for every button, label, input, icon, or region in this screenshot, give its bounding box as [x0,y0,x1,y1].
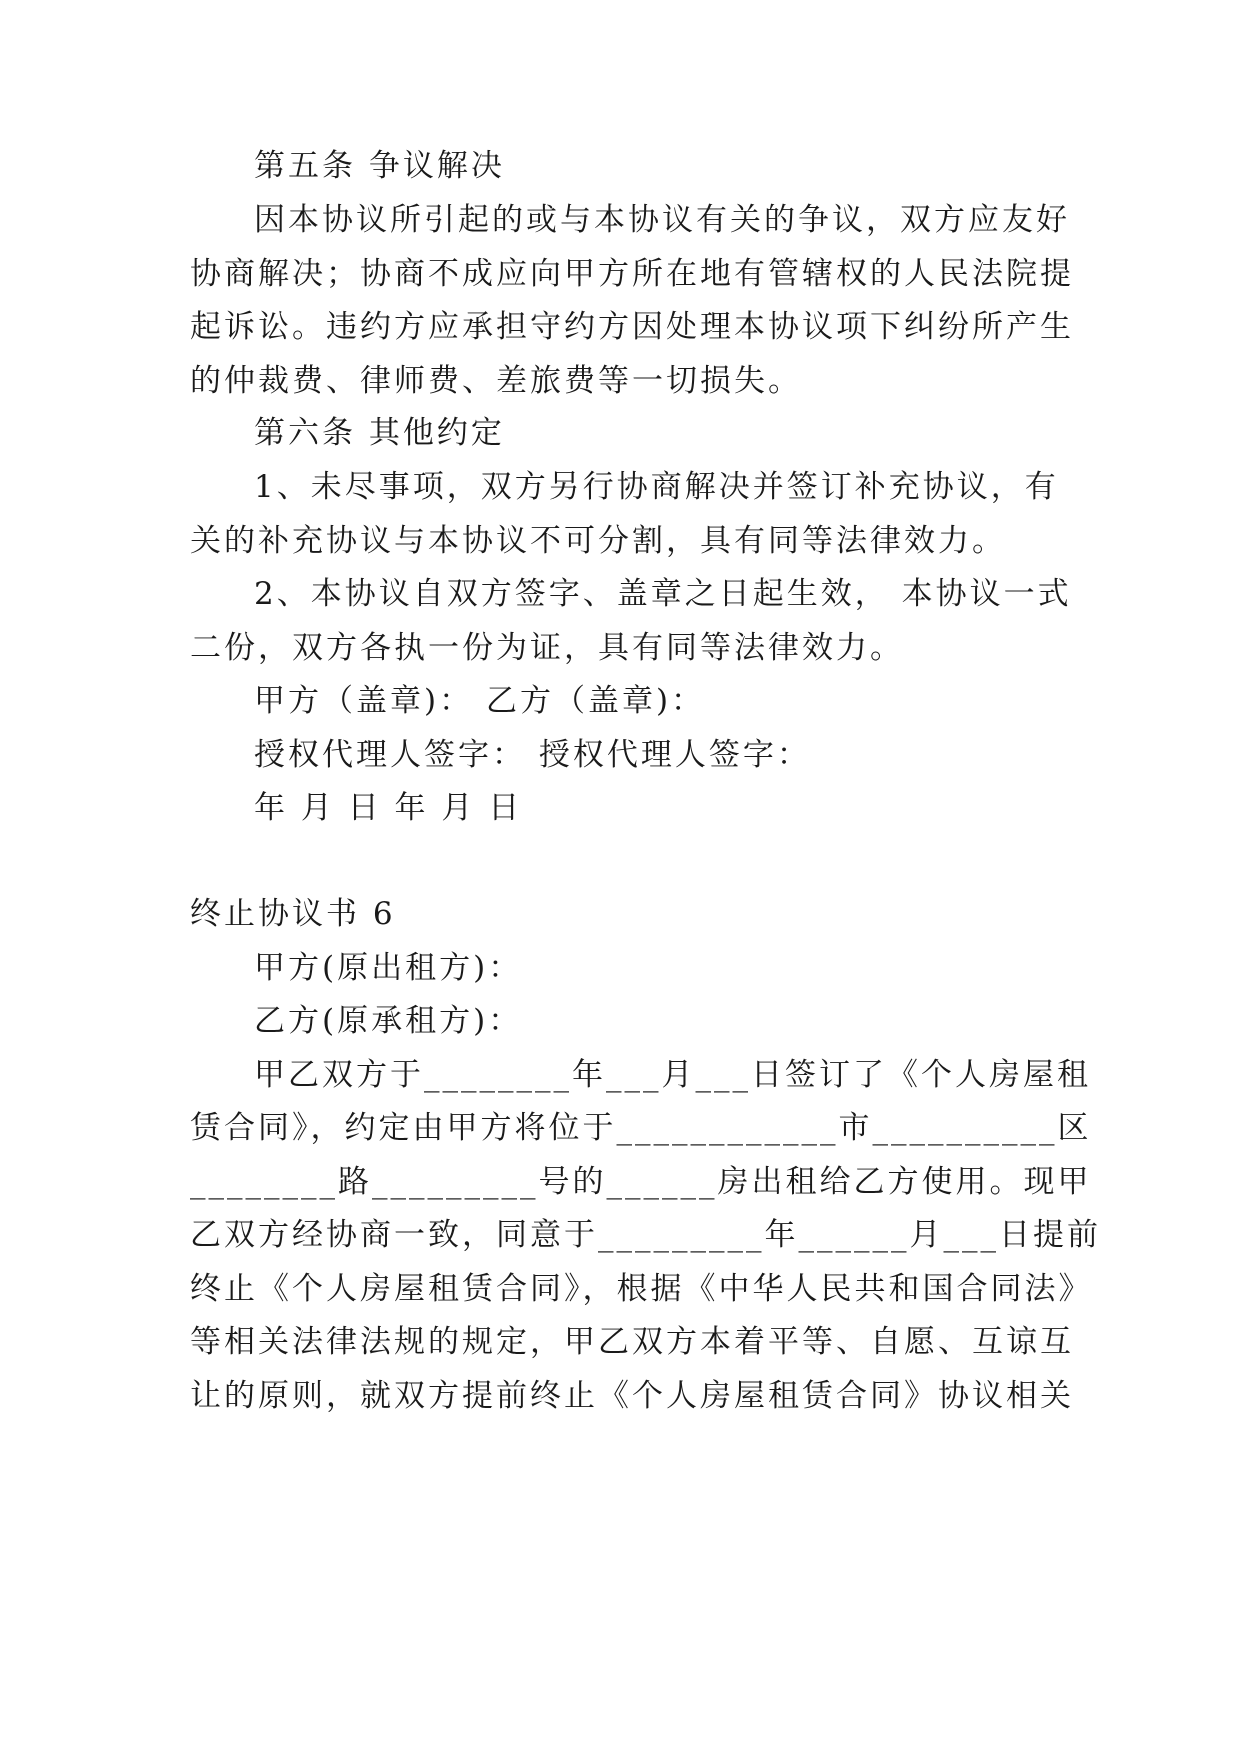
paragraph-line: 二份，双方各执一份为证，具有同等法律效力。 [190,630,904,666]
paragraph-line: 赁合同》，约定由甲方将位于____________市__________区 [190,1110,1092,1146]
paragraph-line: 因本协议所引起的或与本协议有关的争议，双方应友好 [254,202,1070,238]
paragraph-line: 等相关法律法规的规定，甲乙双方本着平等、自愿、互谅互 [190,1324,1074,1360]
paragraph-line: 的仲裁费、律师费、差旅费等一切损失。 [190,363,802,399]
paragraph-line: 让的原则，就双方提前终止《个人房屋租赁合同》协议相关 [190,1378,1074,1414]
seal-line: 甲方（盖章)： 乙方（盖章)： [254,683,706,719]
section-title: 终止协议书 6 [190,896,396,932]
party-b-line: 乙方(原承租方)： [254,1003,523,1039]
paragraph-line: 1、未尽事项，双方另行协商解决并签订补充协议，有 [254,469,1059,505]
paragraph-line: 2、本协议自双方签字、盖章之日起生效， 本协议一式 [254,576,1072,612]
date-line: 年 月 日 年 月 日 [254,790,523,826]
paragraph-line: 关的补充协议与本协议不可分割，具有同等法律效力。 [190,523,1006,559]
article-6-heading: 第六条 其他约定 [254,415,505,451]
paragraph-line: 终止《个人房屋租赁合同》，根据《中华人民共和国合同法》 [190,1271,1093,1307]
signature-line: 授权代理人签字： 授权代理人签字： [254,737,811,773]
paragraph-line: 乙双方经协商一致，同意于_________年______月___日提前 [190,1217,1101,1253]
paragraph-line: 甲乙双方于________年___月___日签订了《个人房屋租 [254,1057,1091,1093]
party-a-line: 甲方(原出租方)： [254,950,523,986]
paragraph-line: 协商解决；协商不成应向甲方所在地有管辖权的人民法院提 [190,256,1074,292]
paragraph-line: ________路_________号的______房出租给乙方使用。现甲 [190,1164,1092,1200]
paragraph-line: 起诉讼。违约方应承担守约方因处理本协议项下纠纷所产生 [190,309,1074,345]
article-5-heading: 第五条 争议解决 [254,148,505,184]
